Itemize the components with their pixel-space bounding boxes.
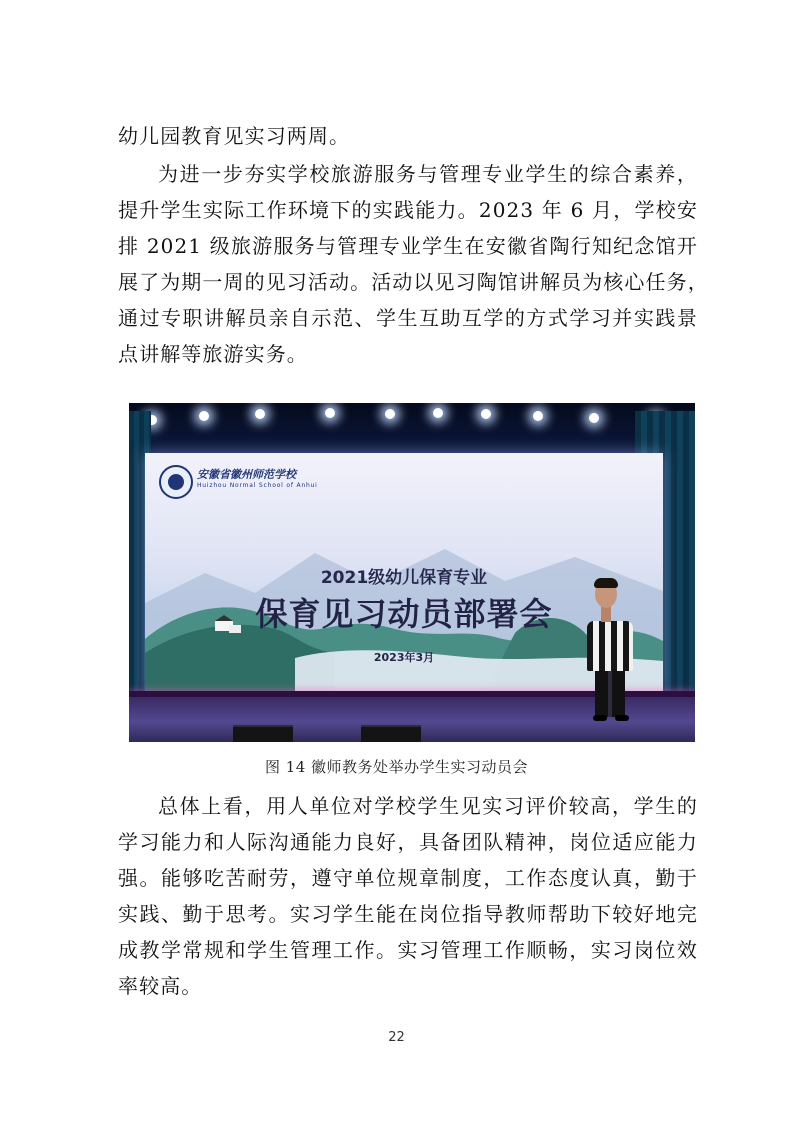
paragraph-2 — [118, 156, 709, 372]
text-line: 总体上看，用人单位对学校学生见实习评价较高，学生的 — [158, 794, 698, 818]
text-line: 通过专职讲解员亲自示范、学生互助互学的方式学习并实践景 — [118, 306, 698, 330]
text-line: 点讲解等旅游实务。 — [118, 342, 308, 366]
figure-caption: 图 14 徽师教务处举办学生实习动员会 — [264, 758, 529, 776]
spotlight — [589, 413, 599, 423]
school-name-cn: 安徽省徽州师范学校 — [197, 468, 296, 481]
stage-monitor — [233, 725, 293, 742]
school-name-en: Huizhou Normal School of Anhui — [197, 482, 318, 489]
text-line: 提升学生实际工作环境下的实践能力。2023 年 6 月，学校安 — [118, 198, 698, 222]
projection-screen — [145, 453, 663, 691]
speaker-body — [587, 621, 633, 671]
text-line: 展了为期一周的见习活动。活动以见习陶馆讲解员为核心任务， — [118, 270, 709, 294]
page-number: 22 — [388, 1030, 405, 1045]
spotlight — [481, 409, 491, 419]
slide-title-line1: 2021级幼儿保育专业 — [320, 568, 488, 588]
text-line: 率较高。 — [118, 974, 203, 998]
speaker-neck — [601, 606, 611, 622]
spotlight — [199, 411, 209, 421]
spotlight — [433, 408, 443, 418]
text-line: 学习能力和人际沟通能力良好，具备团队精神，岗位适应能力 — [118, 830, 698, 854]
school-logo — [159, 465, 193, 499]
text-line: 成教学常规和学生管理工作。实习管理工作顺畅，实习岗位效 — [118, 938, 698, 962]
text-line: 实践、勤于思考。实习学生能在岗位指导教师帮助下较好地完 — [118, 902, 698, 926]
slide-date: 2023年3月 — [373, 651, 435, 664]
text-line: 强。能够吃苦耐劳，遵守单位规章制度，工作态度认真，勤于 — [118, 866, 698, 890]
spotlight — [255, 409, 265, 419]
spotlight — [325, 408, 335, 418]
paragraph-1 — [118, 118, 698, 154]
spotlight — [533, 411, 543, 421]
stage-monitor — [361, 725, 421, 742]
text-line: 幼儿园教育见实习两周。 — [118, 124, 351, 148]
speaker-hair — [594, 578, 618, 588]
text-line: 为进一步夯实学校旅游服务与管理专业学生的综合素养， — [158, 162, 698, 186]
text-line: 排 2021 级旅游服务与管理专业学生在安徽省陶行知纪念馆开 — [118, 234, 698, 258]
slide-title-line2: 保育见习动员部署会 — [255, 595, 553, 633]
speaker-shoe — [615, 715, 629, 721]
spotlight — [385, 409, 395, 419]
speaker-shoe — [593, 715, 607, 721]
event-photo — [129, 403, 695, 742]
speaker-legs — [595, 669, 625, 717]
paragraph-3 — [118, 788, 698, 1004]
